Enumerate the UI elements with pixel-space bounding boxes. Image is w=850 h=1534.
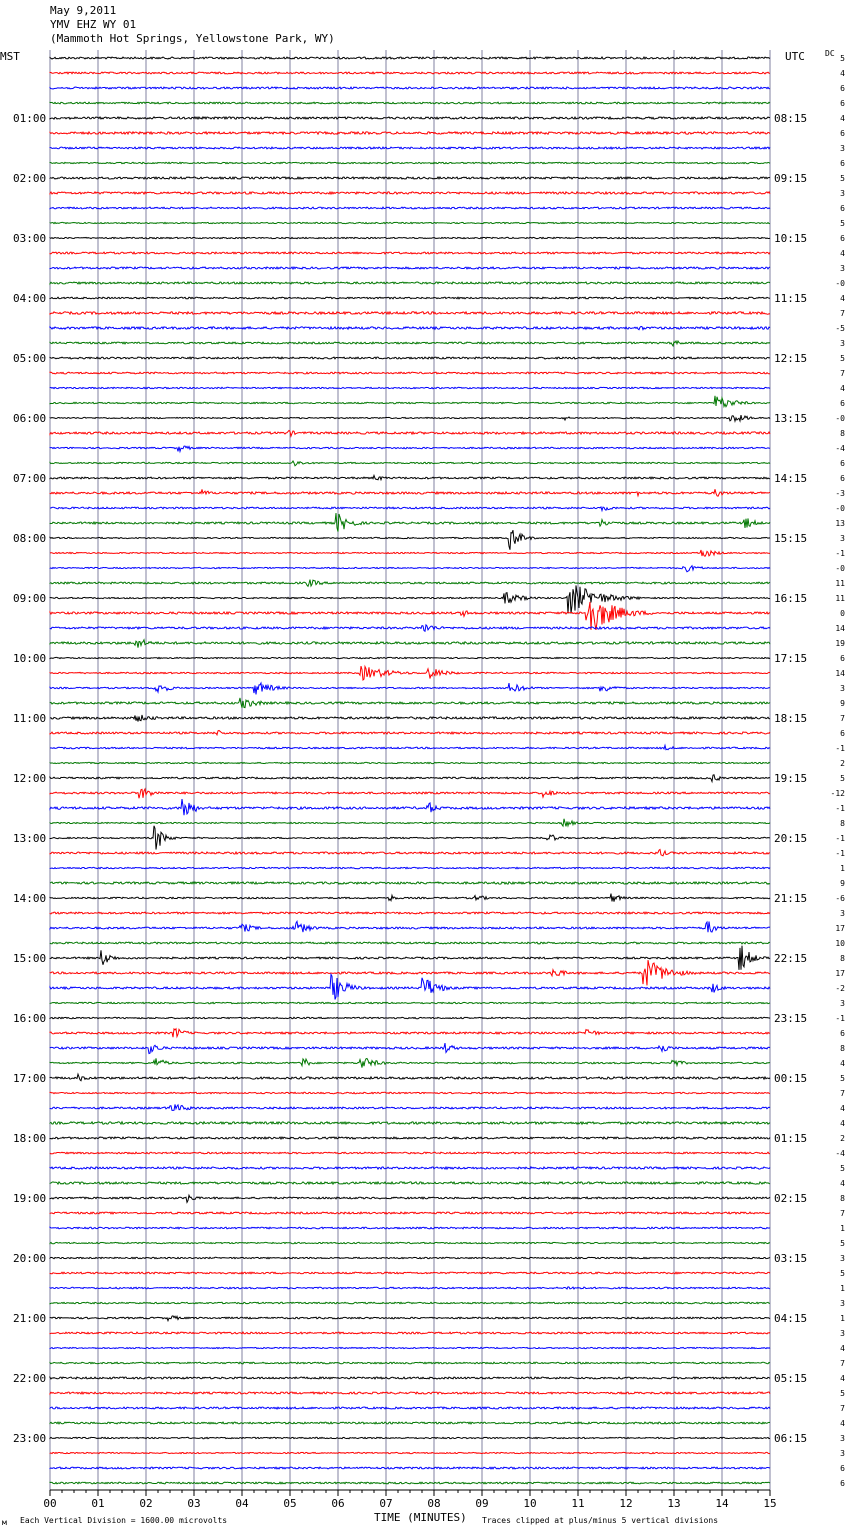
dc-offset-label: 3 — [840, 264, 845, 273]
trace-row-66 — [50, 1043, 770, 1054]
dc-offset-label: 8 — [840, 1044, 845, 1053]
x-tick-label: 14 — [715, 1497, 729, 1510]
trace-row-38 — [50, 625, 770, 631]
left-hour-label: 05:00 — [13, 352, 47, 365]
dc-offset-label: 3 — [840, 339, 845, 348]
trace-row-32 — [50, 530, 770, 550]
trace-row-92 — [50, 1437, 770, 1438]
left-hour-label: 17:00 — [13, 1072, 47, 1085]
trace-row-41 — [50, 666, 770, 680]
right-hour-label: 01:15 — [774, 1132, 808, 1145]
dc-offset-label: 8 — [840, 954, 845, 963]
dc-offset-label: 6 — [840, 459, 845, 468]
x-axis-label: TIME (MINUTES) — [374, 1511, 467, 1524]
header-location: (Mammoth Hot Springs, Yellowstone Park, WY) — [50, 32, 335, 45]
trace-row-42 — [50, 683, 770, 694]
dc-offset-label: 5 — [840, 54, 845, 63]
trace-row-80 — [50, 1257, 770, 1258]
trace-row-65 — [50, 1029, 770, 1037]
dc-offset-label: 7 — [840, 1089, 845, 1098]
trace-row-67 — [50, 1058, 770, 1067]
dc-offset-label: -1 — [835, 744, 845, 753]
dc-offset-label: 6 — [840, 1479, 845, 1488]
dc-offset-label: -2 — [835, 984, 845, 993]
dc-offset-label: 3 — [840, 999, 845, 1008]
dc-offset-label: 8 — [840, 429, 845, 438]
x-tick-label: 05 — [283, 1497, 297, 1510]
right-hour-label: 00:15 — [774, 1072, 808, 1085]
dc-offset-label: 3 — [840, 1329, 845, 1338]
dc-offset-label: 4 — [840, 69, 845, 78]
x-tick-label: 02 — [139, 1497, 153, 1510]
dc-offset-label: 6 — [840, 729, 845, 738]
trace-row-58 — [50, 921, 770, 932]
dc-offset-label: 7 — [840, 1404, 845, 1413]
trace-row-21 — [50, 372, 770, 374]
right-hour-label: 14:15 — [774, 472, 808, 485]
dc-offset-label: 17 — [835, 969, 845, 978]
dc-offset-label: -0 — [835, 564, 845, 573]
trace-row-35 — [50, 580, 770, 587]
dc-label: DC — [825, 49, 835, 58]
dc-offset-label: 2 — [840, 759, 845, 768]
scale-note: Each Vertical Division = 1600.00 microvolts — [20, 1516, 228, 1525]
dc-offset-label: 1 — [840, 864, 845, 873]
x-tick-label: 03 — [187, 1497, 201, 1510]
trace-row-30 — [50, 507, 770, 511]
trace-row-56 — [50, 894, 770, 902]
x-tick-label: 06 — [331, 1497, 345, 1510]
left-hour-label: 02:00 — [13, 172, 47, 185]
left-hour-label: 20:00 — [13, 1252, 47, 1265]
dc-offset-label: 4 — [840, 1119, 845, 1128]
dc-offset-label: 5 — [840, 1164, 845, 1173]
trace-row-51 — [50, 819, 770, 827]
dc-offset-label: 3 — [840, 144, 845, 153]
dc-offset-label: -0 — [835, 504, 845, 513]
dc-offset-label: 6 — [840, 99, 845, 108]
dc-offset-label: 6 — [840, 234, 845, 243]
trace-row-88 — [50, 1377, 770, 1379]
dc-offset-label: 1 — [840, 1314, 845, 1323]
trace-row-50 — [50, 799, 770, 815]
trace-row-1 — [50, 72, 770, 74]
trace-row-46 — [50, 745, 770, 749]
trace-row-90 — [50, 1407, 770, 1409]
dc-offset-label: 4 — [840, 1179, 845, 1188]
x-axis — [43, 1490, 776, 1510]
dc-offset-label: -5 — [835, 324, 845, 333]
trace-row-81 — [50, 1272, 770, 1274]
dc-offset-label: 3 — [840, 534, 845, 543]
trace-row-17 — [50, 312, 770, 314]
dc-offset-label: -1 — [835, 549, 845, 558]
dc-offset-label: 7 — [840, 369, 845, 378]
left-timezone-label: MST — [0, 50, 20, 63]
trace-row-37 — [50, 602, 770, 630]
left-hour-label: 09:00 — [13, 592, 47, 605]
dc-offset-label: 3 — [840, 1434, 845, 1443]
trace-row-6 — [50, 147, 770, 149]
trace-row-0 — [50, 57, 770, 59]
dc-offset-label: -1 — [835, 834, 845, 843]
trace-row-23 — [50, 396, 770, 407]
right-hour-label: 13:15 — [774, 412, 808, 425]
dc-offset-label: 4 — [840, 249, 845, 258]
dc-offset-label: -3 — [835, 489, 845, 498]
right-hour-label: 17:15 — [774, 652, 808, 665]
trace-row-28 — [50, 476, 770, 480]
dc-offset-label: -0 — [835, 279, 845, 288]
dc-offset-label: 10 — [835, 939, 845, 948]
trace-row-14 — [50, 267, 770, 269]
dc-offset-label: 13 — [835, 519, 845, 528]
trace-row-60 — [50, 946, 770, 970]
trace-row-7 — [50, 162, 770, 163]
dc-offset-label: 9 — [840, 879, 845, 888]
trace-row-5 — [50, 132, 770, 134]
trace-row-40 — [50, 657, 770, 658]
trace-row-69 — [50, 1092, 770, 1093]
trace-row-47 — [50, 762, 770, 763]
left-hour-label: 18:00 — [13, 1132, 47, 1145]
x-tick-label: 15 — [763, 1497, 777, 1510]
left-hour-label: 08:00 — [13, 532, 47, 545]
right-hour-label: 09:15 — [774, 172, 808, 185]
left-hour-label: 06:00 — [13, 412, 47, 425]
trace-row-74 — [50, 1167, 770, 1169]
dc-offset-label: 6 — [840, 474, 845, 483]
seismic-traces — [50, 57, 770, 1484]
right-hour-label: 19:15 — [774, 772, 808, 785]
trace-row-49 — [50, 789, 770, 798]
dc-offset-label: 6 — [840, 654, 845, 663]
right-hour-label: 20:15 — [774, 832, 808, 845]
trace-row-44 — [50, 715, 770, 722]
trace-row-64 — [50, 1017, 770, 1018]
left-hour-label: 13:00 — [13, 832, 47, 845]
right-hour-label: 15:15 — [774, 532, 808, 545]
trace-row-93 — [50, 1452, 770, 1453]
trace-row-26 — [50, 446, 770, 451]
dc-offset-label: 6 — [840, 129, 845, 138]
dc-offset-label: -4 — [835, 1149, 845, 1158]
trace-row-91 — [50, 1422, 770, 1424]
trace-row-27 — [50, 461, 770, 466]
dc-offset-label: 5 — [840, 1269, 845, 1278]
dc-offset-label: 6 — [840, 159, 845, 168]
dc-offset-label: 4 — [840, 1374, 845, 1383]
x-tick-label: 11 — [571, 1497, 585, 1510]
left-hour-label: 11:00 — [13, 712, 47, 725]
right-hour-label: 03:15 — [774, 1252, 808, 1265]
dc-offset-label: 5 — [840, 174, 845, 183]
x-tick-label: 07 — [379, 1497, 393, 1510]
dc-offset-label: 4 — [840, 1419, 845, 1428]
dc-offset-label: 6 — [840, 1029, 845, 1038]
trace-row-86 — [50, 1347, 770, 1348]
trace-row-13 — [50, 252, 770, 254]
right-hour-label: 11:15 — [774, 292, 808, 305]
dc-offset-label: 4 — [840, 1104, 845, 1113]
dc-offset-label: 14 — [835, 669, 845, 678]
dc-offset-label: 6 — [840, 1464, 845, 1473]
dc-offset-label: -1 — [835, 1014, 845, 1023]
dc-offset-label: 7 — [840, 714, 845, 723]
right-hour-label: 23:15 — [774, 1012, 808, 1025]
trace-row-52 — [50, 826, 770, 850]
left-hour-label: 15:00 — [13, 952, 47, 965]
trace-row-61 — [50, 960, 770, 985]
right-hour-label: 05:15 — [774, 1372, 808, 1385]
trace-row-89 — [50, 1392, 770, 1394]
trace-row-72 — [50, 1137, 770, 1139]
left-hour-label: 10:00 — [13, 652, 47, 665]
right-hour-label: 12:15 — [774, 352, 808, 365]
dc-offset-label: 3 — [840, 909, 845, 918]
dc-offset-label: 5 — [840, 1239, 845, 1248]
trace-row-20 — [50, 357, 770, 359]
trace-row-73 — [50, 1152, 770, 1154]
trace-row-19 — [50, 341, 770, 346]
left-hour-label: 03:00 — [13, 232, 47, 245]
trace-row-31 — [50, 513, 770, 532]
trace-row-24 — [50, 415, 770, 421]
right-hour-label: 08:15 — [774, 112, 808, 125]
dc-offset-label: 5 — [840, 354, 845, 363]
left-hour-label: 23:00 — [13, 1432, 47, 1445]
trace-row-16 — [50, 297, 770, 299]
trace-row-9 — [50, 192, 770, 194]
trace-row-59 — [50, 942, 770, 944]
trace-row-34 — [50, 566, 770, 572]
dc-offset-label: 1 — [840, 1224, 845, 1233]
dc-offset-label: 4 — [840, 1344, 845, 1353]
trace-row-29 — [50, 489, 770, 496]
dc-offset-label: 3 — [840, 1449, 845, 1458]
dc-offset-label: 8 — [840, 819, 845, 828]
x-tick-label: 10 — [523, 1497, 537, 1510]
x-tick-label: 12 — [619, 1497, 633, 1510]
right-hour-label: 10:15 — [774, 232, 808, 245]
trace-row-39 — [50, 640, 770, 648]
dc-offset-label: 9 — [840, 699, 845, 708]
left-hour-label: 01:00 — [13, 112, 47, 125]
dc-offset-label: 3 — [840, 189, 845, 198]
dc-offset-label: -6 — [835, 894, 845, 903]
dc-offset-label: 5 — [840, 1074, 845, 1083]
grid-lines — [50, 50, 770, 1490]
trace-row-48 — [50, 775, 770, 782]
left-hour-label: 21:00 — [13, 1312, 47, 1325]
dc-offset-label: 3 — [840, 1299, 845, 1308]
dc-offset-label: -4 — [835, 444, 845, 453]
right-hour-label: 16:15 — [774, 592, 808, 605]
trace-row-85 — [50, 1332, 770, 1334]
dc-offset-label: -1 — [835, 849, 845, 858]
dc-offset-label: -0 — [835, 414, 845, 423]
x-tick-label: 08 — [427, 1497, 441, 1510]
dc-offset-label: 5 — [840, 219, 845, 228]
right-timezone-label: UTC — [785, 50, 805, 63]
trace-row-43 — [50, 698, 770, 708]
dc-offset-label: -1 — [835, 804, 845, 813]
trace-row-10 — [50, 207, 770, 209]
dc-offset-label: 4 — [840, 294, 845, 303]
left-hour-label: 07:00 — [13, 472, 47, 485]
x-tick-label: 01 — [91, 1497, 105, 1510]
dc-offset-label: 2 — [840, 1134, 845, 1143]
right-hour-label: 22:15 — [774, 952, 808, 965]
clip-note: Traces clipped at plus/minus 5 vertical divisions — [482, 1516, 719, 1525]
right-hour-label: 18:15 — [774, 712, 808, 725]
left-hour-label: 16:00 — [13, 1012, 47, 1025]
dc-offset-label: 19 — [835, 639, 845, 648]
trace-row-22 — [50, 387, 770, 388]
dc-offset-label: 14 — [835, 624, 845, 633]
dc-offset-label: 11 — [835, 594, 845, 603]
trace-row-55 — [50, 882, 770, 884]
x-tick-label: 04 — [235, 1497, 249, 1510]
right-hour-label: 06:15 — [774, 1432, 808, 1445]
trace-row-63 — [50, 1002, 770, 1003]
dc-offset-label: 5 — [840, 774, 845, 783]
trace-row-84 — [50, 1316, 770, 1321]
trace-row-78 — [50, 1227, 770, 1229]
dc-offset-label: 7 — [840, 1209, 845, 1218]
dc-offset-label: 7 — [840, 1359, 845, 1368]
trace-row-94 — [50, 1467, 770, 1469]
trace-row-3 — [50, 102, 770, 104]
trace-row-82 — [50, 1287, 770, 1289]
trace-row-15 — [50, 282, 770, 284]
dc-offset-label: 4 — [840, 114, 845, 123]
x-tick-label: 00 — [43, 1497, 57, 1510]
left-hour-label: 22:00 — [13, 1372, 47, 1385]
trace-row-77 — [50, 1212, 770, 1214]
left-hour-label: 04:00 — [13, 292, 47, 305]
trace-row-11 — [50, 222, 770, 223]
trace-row-70 — [50, 1104, 770, 1110]
header-station: YMV EHZ WY 01 — [50, 18, 137, 31]
trace-row-83 — [50, 1302, 770, 1303]
trace-row-53 — [50, 850, 770, 856]
dc-offset-label: 4 — [840, 384, 845, 393]
dc-offset-label: 6 — [840, 399, 845, 408]
x-tick-label: 13 — [667, 1497, 681, 1510]
trace-row-12 — [50, 237, 770, 238]
dc-offset-label: 11 — [835, 579, 845, 588]
trace-row-75 — [50, 1182, 770, 1184]
trace-row-54 — [50, 867, 770, 868]
dc-offset-label: 1 — [840, 1284, 845, 1293]
trace-row-79 — [50, 1242, 770, 1243]
dc-offset-label: 6 — [840, 204, 845, 213]
right-hour-label: 21:15 — [774, 892, 808, 905]
dc-offset-label: 4 — [840, 1059, 845, 1068]
trace-row-68 — [50, 1074, 770, 1081]
header-date: May 9,2011 — [50, 4, 117, 17]
trace-row-87 — [50, 1362, 770, 1364]
trace-row-25 — [50, 431, 770, 437]
dc-offset-label: 8 — [840, 1194, 845, 1203]
trace-row-33 — [50, 550, 770, 556]
dc-offset-label: 3 — [840, 1254, 845, 1263]
x-tick-label: 09 — [475, 1497, 489, 1510]
corner-mark: м — [2, 1518, 7, 1527]
trace-row-57 — [50, 912, 770, 914]
trace-row-36 — [50, 585, 770, 613]
left-hour-label: 12:00 — [13, 772, 47, 785]
right-hour-label: 02:15 — [774, 1192, 808, 1205]
trace-row-95 — [50, 1482, 770, 1484]
trace-row-45 — [50, 731, 770, 735]
right-hour-label: 04:15 — [774, 1312, 808, 1325]
dc-offset-label: 17 — [835, 924, 845, 933]
dc-offset-label: 5 — [840, 1389, 845, 1398]
dc-offset-label: 7 — [840, 309, 845, 318]
trace-row-71 — [50, 1122, 770, 1124]
trace-row-8 — [50, 177, 770, 179]
left-hour-label: 14:00 — [13, 892, 47, 905]
dc-offset-label: 0 — [840, 609, 845, 618]
trace-row-2 — [50, 87, 770, 89]
dc-offset-label: -12 — [830, 789, 845, 798]
dc-offset-label: 3 — [840, 684, 845, 693]
left-hour-label: 19:00 — [13, 1192, 47, 1205]
trace-row-76 — [50, 1195, 770, 1202]
trace-row-18 — [50, 326, 770, 329]
dc-offset-label: 6 — [840, 84, 845, 93]
trace-row-4 — [50, 117, 770, 119]
